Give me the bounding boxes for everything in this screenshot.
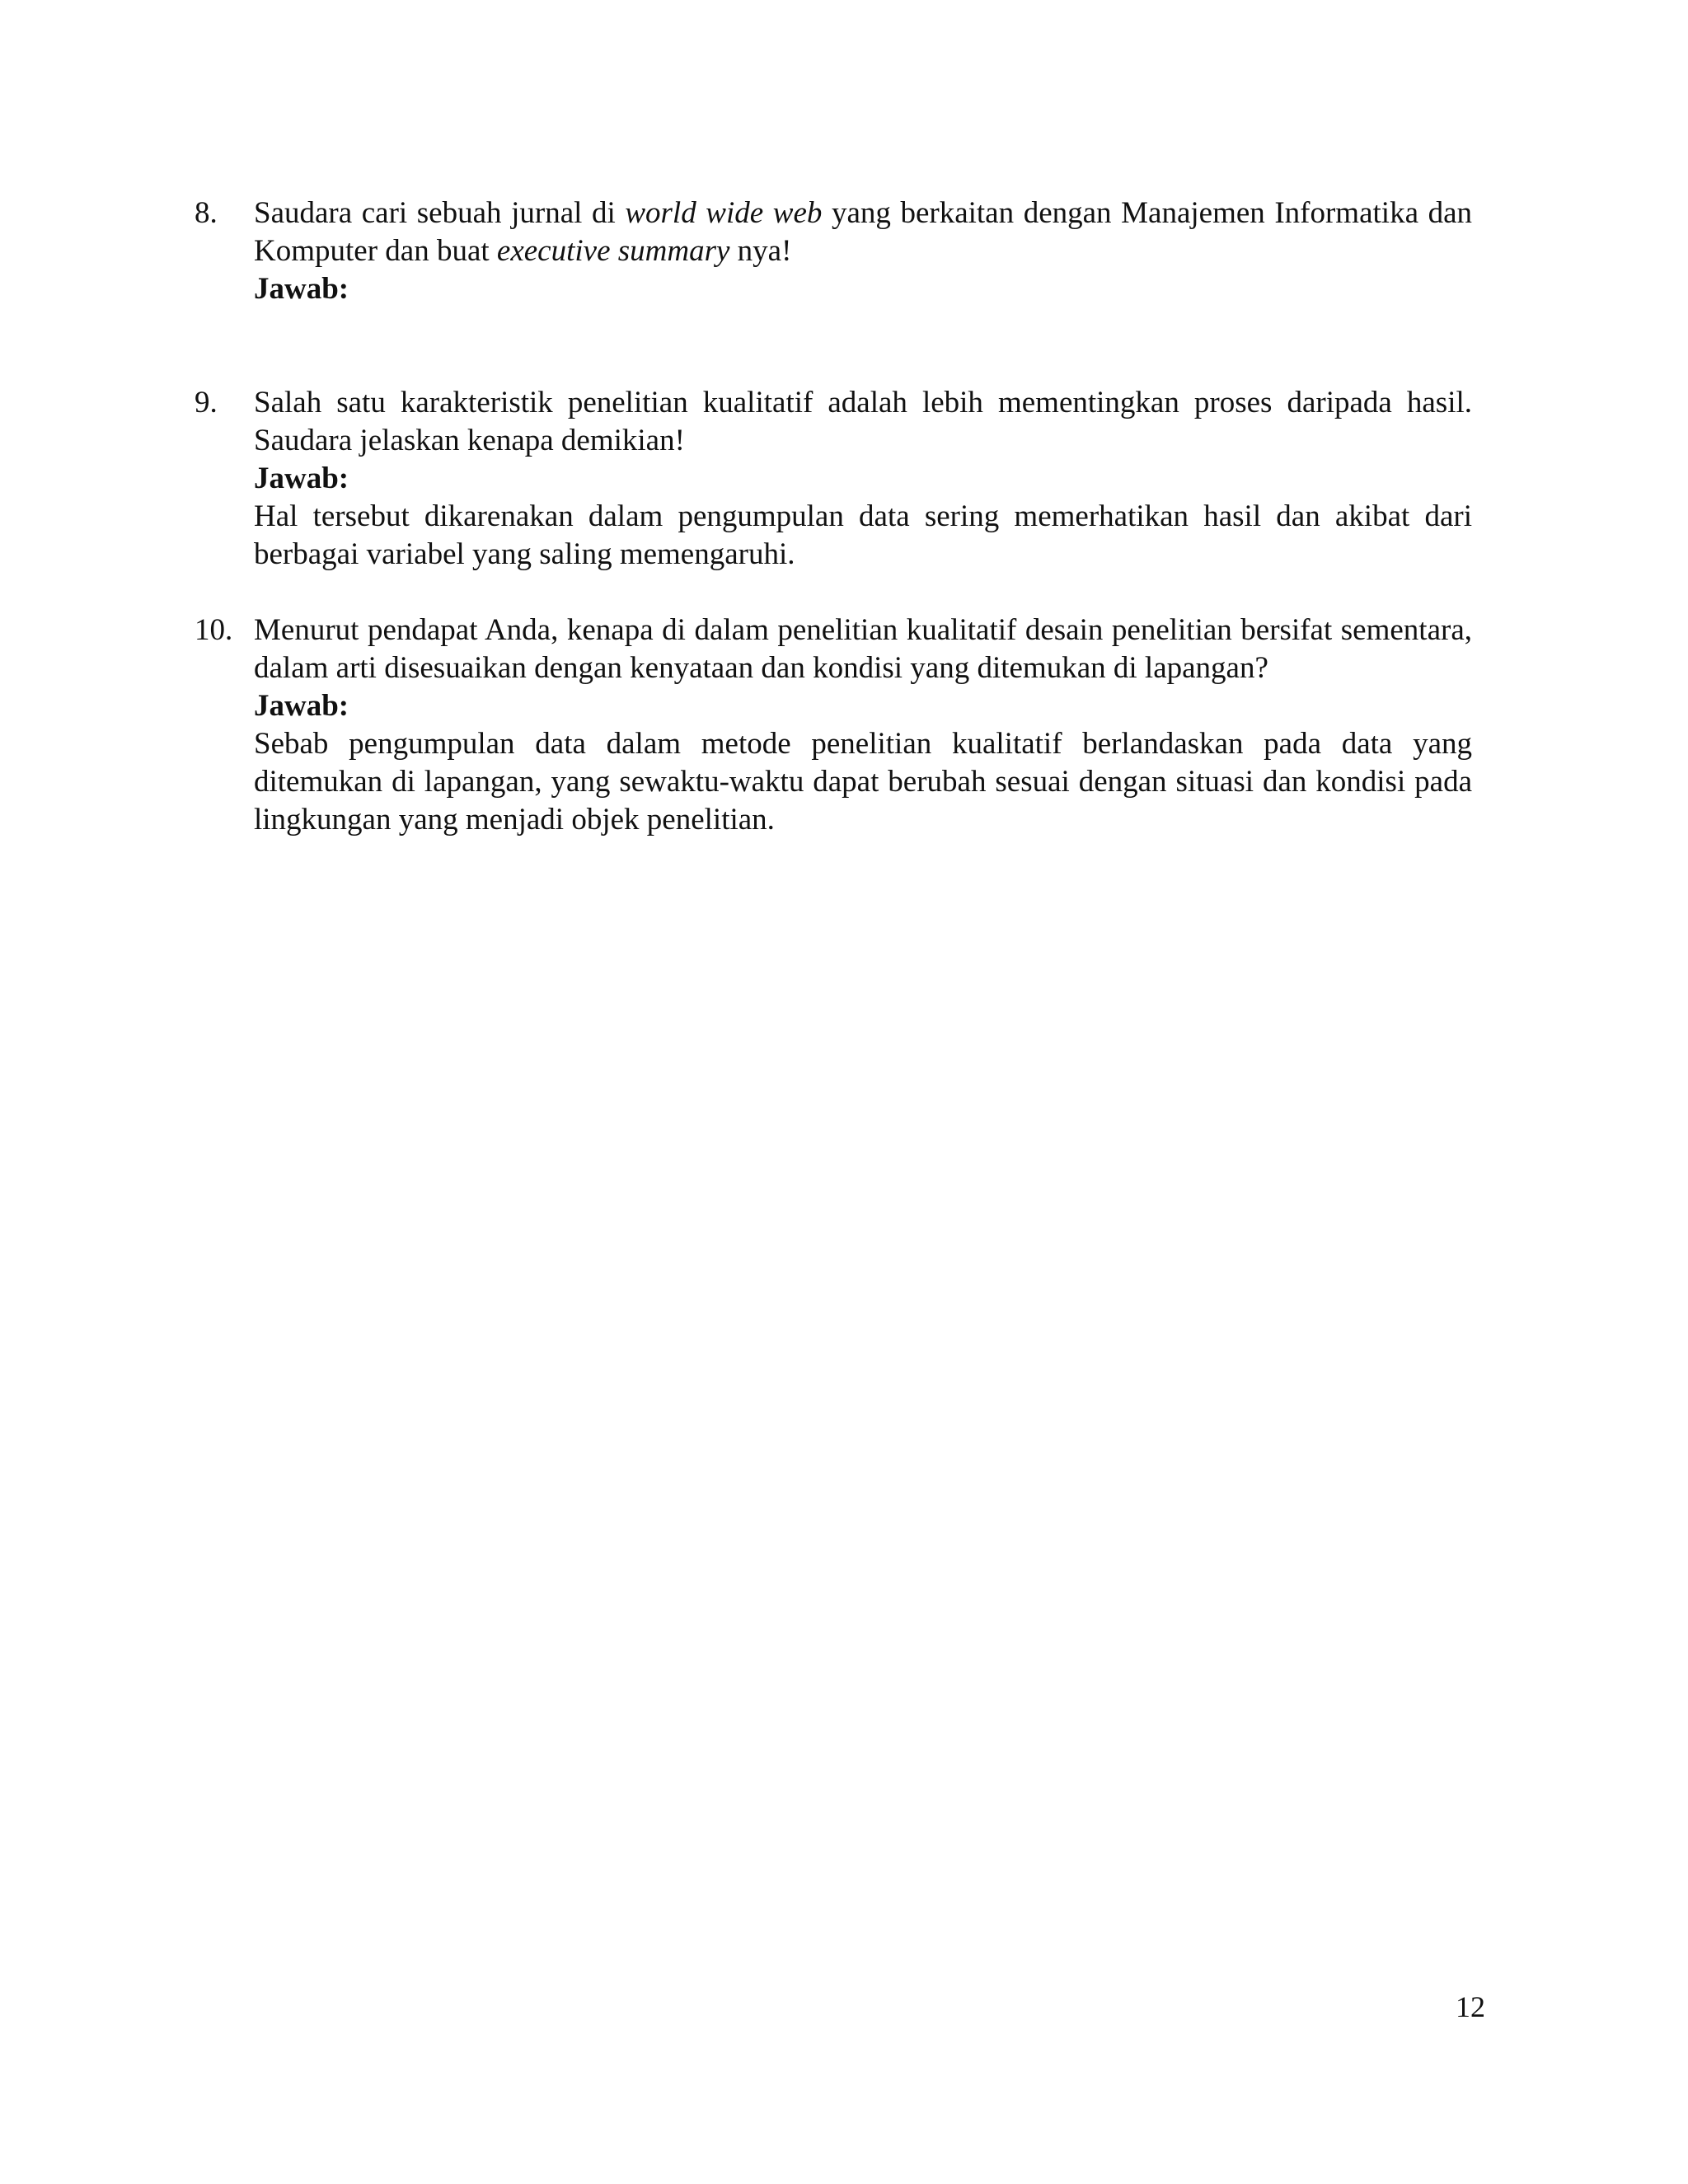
question-number: 9. — [195, 386, 218, 419]
answer-text: Hal tersebut dikarenakan dalam pengumpulan data sering memerhatikan hasil dan akibat dari berbagai variabel yang saling memengaruhi. — [254, 499, 1472, 571]
question-9 — [195, 384, 1472, 574]
question-text-italic: world wide web — [625, 196, 823, 230]
question-number: 10. — [195, 613, 233, 647]
question-10 — [195, 612, 1472, 839]
question-text-part: Saudara cari sebuah jurnal di — [254, 196, 626, 230]
question-8 — [195, 194, 1472, 308]
question-text-part: nya! — [729, 234, 792, 268]
question-text-part: yang berkaitan dengan Manajemen Informatika dan Komputer dan buat — [254, 196, 1472, 268]
answer-label: Jawab: — [254, 272, 349, 306]
question-text: Salah satu karakteristik penelitian kualitatif adalah lebih mementingkan proses daripada hasil. Saudara jelaskan kenapa demikian! — [254, 386, 1472, 457]
question-text: Menurut pendapat Anda, kenapa di dalam penelitian kualitatif desain penelitian bersifat sementara, dalam arti disesuaikan dengan kenyataan dan kondisi yang ditemukan di lapangan? — [254, 613, 1472, 685]
page-number: 12 — [1456, 1990, 1485, 2023]
question-number: 8. — [195, 196, 218, 230]
answer-label: Jawab: — [254, 462, 349, 495]
answer-label: Jawab: — [254, 689, 349, 723]
answer-text: Sebab pengumpulan data dalam metode penelitian kualitatif berlandaskan pada data yang ditemukan di lapangan, yang sewaktu-waktu dapat berubah sesuai dengan situasi dan kondisi pada lingkungan yang menjadi objek penelitian. — [254, 727, 1472, 837]
question-text — [254, 194, 1472, 270]
question-text-italic: executive summary — [496, 234, 730, 268]
question-list — [195, 194, 1472, 839]
